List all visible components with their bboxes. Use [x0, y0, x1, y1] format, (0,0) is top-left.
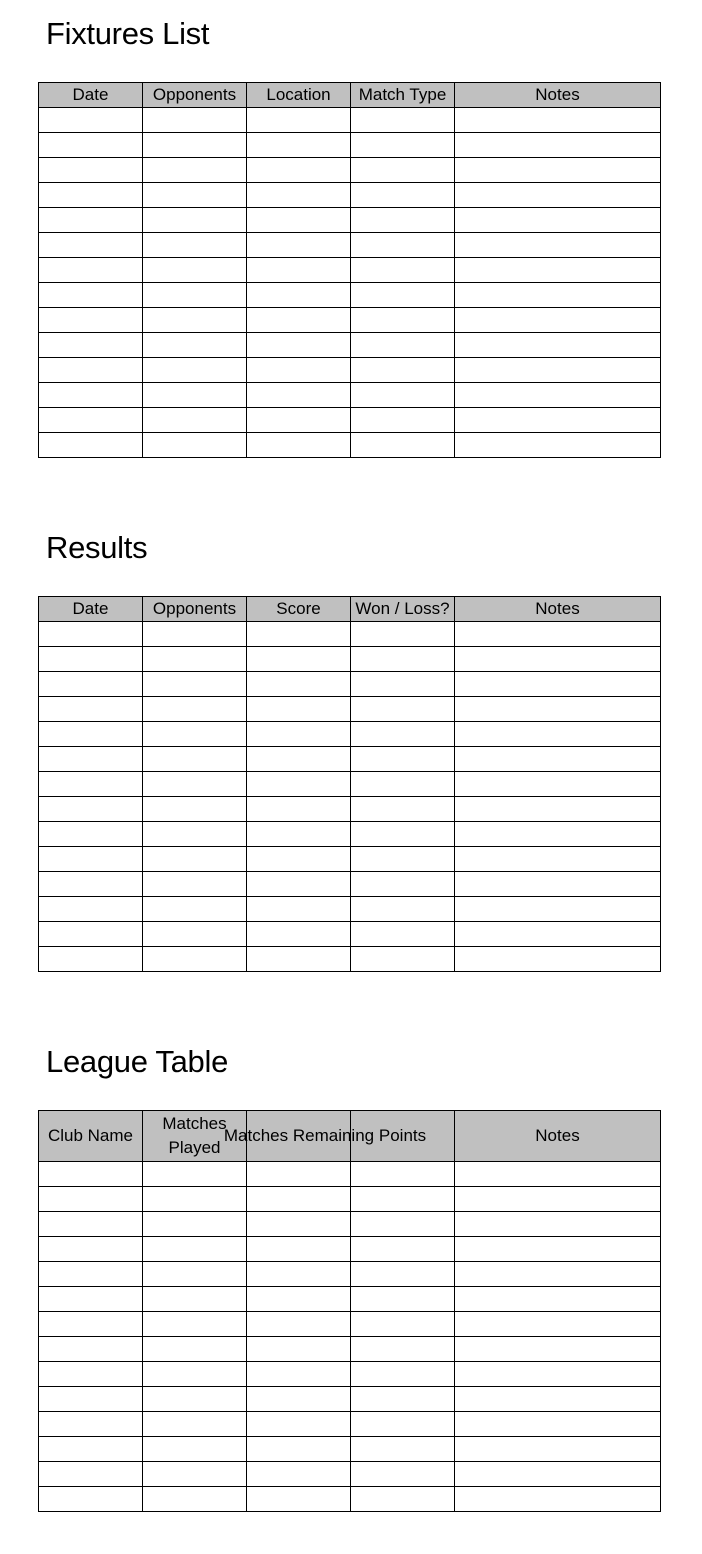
- results-cell[interactable]: [455, 922, 661, 947]
- results-row: [39, 672, 661, 697]
- results-cell[interactable]: [455, 822, 661, 847]
- league-cell[interactable]: [455, 1287, 661, 1312]
- results-cell[interactable]: [455, 722, 661, 747]
- league-cell[interactable]: [39, 1237, 143, 1262]
- results-cell[interactable]: [455, 672, 661, 697]
- league-row: [39, 1312, 661, 1337]
- fixtures-cell[interactable]: [455, 283, 661, 308]
- fixtures-cell[interactable]: [143, 333, 247, 358]
- fixtures-cell[interactable]: [351, 283, 455, 308]
- results-cell[interactable]: [351, 722, 455, 747]
- league-cell[interactable]: [455, 1187, 661, 1212]
- results-cell[interactable]: [247, 872, 351, 897]
- results-row: [39, 697, 661, 722]
- results-cell[interactable]: [39, 847, 143, 872]
- league-cell[interactable]: [247, 1487, 351, 1512]
- results-row: [39, 747, 661, 772]
- fixtures-cell[interactable]: [455, 358, 661, 383]
- league-cell[interactable]: [143, 1312, 247, 1337]
- fixtures-row: [39, 408, 661, 433]
- fixtures-header-opponents: Opponents: [143, 83, 247, 108]
- fixtures-cell[interactable]: [39, 133, 143, 158]
- league-cell[interactable]: [351, 1487, 455, 1512]
- league-cell[interactable]: [247, 1312, 351, 1337]
- league-cell[interactable]: [143, 1362, 247, 1387]
- fixtures-cell[interactable]: [247, 158, 351, 183]
- results-cell[interactable]: [455, 947, 661, 972]
- results-title: Results: [46, 530, 148, 565]
- fixtures-row: [39, 108, 661, 133]
- league-header-points: Points: [351, 1111, 455, 1162]
- league-cell[interactable]: [247, 1262, 351, 1287]
- fixtures-cell[interactable]: [351, 333, 455, 358]
- fixtures-cell[interactable]: [455, 258, 661, 283]
- results-cell[interactable]: [455, 747, 661, 772]
- league-cell[interactable]: [351, 1387, 455, 1412]
- fixtures-cell[interactable]: [143, 158, 247, 183]
- results-cell[interactable]: [247, 697, 351, 722]
- league-cell[interactable]: [143, 1237, 247, 1262]
- results-cell[interactable]: [143, 622, 247, 647]
- league-cell[interactable]: [143, 1337, 247, 1362]
- league-cell[interactable]: [39, 1487, 143, 1512]
- results-cell[interactable]: [39, 797, 143, 822]
- fixtures-cell[interactable]: [351, 233, 455, 258]
- results-cell[interactable]: [247, 747, 351, 772]
- fixtures-cell[interactable]: [247, 433, 351, 458]
- results-cell[interactable]: [351, 872, 455, 897]
- results-row: [39, 797, 661, 822]
- results-cell[interactable]: [455, 897, 661, 922]
- results-cell[interactable]: [143, 797, 247, 822]
- league-cell[interactable]: [351, 1287, 455, 1312]
- results-cell[interactable]: [351, 697, 455, 722]
- league-cell[interactable]: [455, 1162, 661, 1187]
- fixtures-cell[interactable]: [247, 108, 351, 133]
- fixtures-cell[interactable]: [351, 108, 455, 133]
- league-cell[interactable]: [39, 1312, 143, 1337]
- results-cell[interactable]: [351, 672, 455, 697]
- fixtures-cell[interactable]: [351, 133, 455, 158]
- fixtures-cell[interactable]: [39, 183, 143, 208]
- league-cell[interactable]: [39, 1337, 143, 1362]
- fixtures-cell[interactable]: [455, 108, 661, 133]
- results-cell[interactable]: [247, 672, 351, 697]
- league-cell[interactable]: [247, 1437, 351, 1462]
- fixtures-row: [39, 433, 661, 458]
- fixtures-cell[interactable]: [455, 433, 661, 458]
- fixtures-cell[interactable]: [351, 358, 455, 383]
- results-row: [39, 897, 661, 922]
- results-cell[interactable]: [247, 947, 351, 972]
- fixtures-cell[interactable]: [455, 208, 661, 233]
- league-cell[interactable]: [39, 1162, 143, 1187]
- league-cell[interactable]: [455, 1437, 661, 1462]
- league-cell[interactable]: [247, 1237, 351, 1262]
- league-row: [39, 1462, 661, 1487]
- league-row: [39, 1287, 661, 1312]
- league-cell[interactable]: [351, 1237, 455, 1262]
- results-cell[interactable]: [455, 797, 661, 822]
- results-cell[interactable]: [143, 847, 247, 872]
- results-row: [39, 872, 661, 897]
- results-cell[interactable]: [143, 947, 247, 972]
- league-cell[interactable]: [351, 1362, 455, 1387]
- results-cell[interactable]: [247, 647, 351, 672]
- results-cell[interactable]: [351, 897, 455, 922]
- league-row: [39, 1487, 661, 1512]
- fixtures-row: [39, 208, 661, 233]
- fixtures-row: [39, 283, 661, 308]
- league-cell[interactable]: [39, 1187, 143, 1212]
- results-cell[interactable]: [39, 897, 143, 922]
- league-cell[interactable]: [351, 1187, 455, 1212]
- fixtures-cell[interactable]: [39, 383, 143, 408]
- results-cell[interactable]: [351, 772, 455, 797]
- league-table: [38, 1110, 661, 1512]
- fixtures-cell[interactable]: [143, 208, 247, 233]
- league-cell[interactable]: [39, 1387, 143, 1412]
- league-cell[interactable]: [143, 1487, 247, 1512]
- league-cell[interactable]: [351, 1312, 455, 1337]
- fixtures-cell[interactable]: [39, 233, 143, 258]
- results-table: [38, 596, 661, 972]
- fixtures-cell[interactable]: [247, 358, 351, 383]
- league-cell[interactable]: [247, 1412, 351, 1437]
- fixtures-cell[interactable]: [39, 158, 143, 183]
- results-header-row: [39, 597, 661, 622]
- fixtures-cell[interactable]: [351, 408, 455, 433]
- results-cell[interactable]: [143, 747, 247, 772]
- league-title: League Table: [46, 1044, 229, 1079]
- results-cell[interactable]: [39, 697, 143, 722]
- results-cell[interactable]: [247, 722, 351, 747]
- fixtures-cell[interactable]: [351, 308, 455, 333]
- fixtures-row: [39, 383, 661, 408]
- fixtures-cell[interactable]: [143, 358, 247, 383]
- fixtures-cell[interactable]: [143, 383, 247, 408]
- results-cell[interactable]: [143, 922, 247, 947]
- league-row: [39, 1237, 661, 1262]
- league-cell[interactable]: [455, 1337, 661, 1362]
- league-cell[interactable]: [143, 1437, 247, 1462]
- results-cell[interactable]: [143, 697, 247, 722]
- fixtures-cell[interactable]: [39, 308, 143, 333]
- fixtures-cell[interactable]: [247, 383, 351, 408]
- league-cell[interactable]: [143, 1162, 247, 1187]
- results-header-notes: Notes: [455, 597, 661, 622]
- league-row: [39, 1412, 661, 1437]
- results-cell[interactable]: [455, 847, 661, 872]
- fixtures-cell[interactable]: [39, 208, 143, 233]
- results-cell[interactable]: [351, 922, 455, 947]
- fixtures-cell[interactable]: [39, 108, 143, 133]
- results-header-opponents: Opponents: [143, 597, 247, 622]
- league-cell[interactable]: [39, 1287, 143, 1312]
- results-cell[interactable]: [143, 772, 247, 797]
- results-cell[interactable]: [39, 672, 143, 697]
- league-cell[interactable]: [143, 1462, 247, 1487]
- league-row: [39, 1212, 661, 1237]
- fixtures-row: [39, 258, 661, 283]
- fixtures-cell[interactable]: [39, 333, 143, 358]
- league-cell[interactable]: [351, 1262, 455, 1287]
- league-cell[interactable]: [351, 1212, 455, 1237]
- results-cell[interactable]: [351, 822, 455, 847]
- fixtures-cell[interactable]: [143, 408, 247, 433]
- results-body: [39, 622, 661, 972]
- results-cell[interactable]: [351, 622, 455, 647]
- fixtures-row: [39, 333, 661, 358]
- results-row: [39, 647, 661, 672]
- fixtures-row: [39, 183, 661, 208]
- league-header-row: [39, 1111, 661, 1162]
- league-cell[interactable]: [455, 1262, 661, 1287]
- fixtures-cell[interactable]: [455, 233, 661, 258]
- results-row: [39, 822, 661, 847]
- results-cell[interactable]: [143, 672, 247, 697]
- fixtures-cell[interactable]: [455, 133, 661, 158]
- fixtures-cell[interactable]: [455, 183, 661, 208]
- results-cell[interactable]: [455, 647, 661, 672]
- fixtures-cell[interactable]: [455, 308, 661, 333]
- league-cell[interactable]: [351, 1462, 455, 1487]
- league-row: [39, 1337, 661, 1362]
- league-cell[interactable]: [351, 1412, 455, 1437]
- fixtures-row: [39, 308, 661, 333]
- fixtures-cell[interactable]: [247, 233, 351, 258]
- results-cell[interactable]: [247, 847, 351, 872]
- fixtures-cell[interactable]: [455, 333, 661, 358]
- results-cell[interactable]: [143, 722, 247, 747]
- league-cell[interactable]: [39, 1212, 143, 1237]
- fixtures-cell[interactable]: [455, 383, 661, 408]
- results-cell[interactable]: [455, 622, 661, 647]
- results-cell[interactable]: [247, 772, 351, 797]
- fixtures-cell[interactable]: [143, 108, 247, 133]
- fixtures-cell[interactable]: [351, 258, 455, 283]
- results-cell[interactable]: [247, 822, 351, 847]
- results-cell[interactable]: [143, 872, 247, 897]
- results-cell[interactable]: [39, 872, 143, 897]
- fixtures-body: [39, 108, 661, 458]
- fixtures-cell[interactable]: [351, 183, 455, 208]
- league-cell[interactable]: [247, 1287, 351, 1312]
- league-cell[interactable]: [143, 1262, 247, 1287]
- fixtures-cell[interactable]: [455, 158, 661, 183]
- league-cell[interactable]: [143, 1287, 247, 1312]
- results-header-date: Date: [39, 597, 143, 622]
- results-cell[interactable]: [351, 747, 455, 772]
- results-row: [39, 947, 661, 972]
- results-cell[interactable]: [247, 622, 351, 647]
- fixtures-cell[interactable]: [247, 208, 351, 233]
- league-cell[interactable]: [455, 1412, 661, 1437]
- fixtures-table: [38, 82, 661, 458]
- league-row: [39, 1262, 661, 1287]
- league-row: [39, 1387, 661, 1412]
- league-cell[interactable]: [39, 1262, 143, 1287]
- league-header-notes: Notes: [455, 1111, 661, 1162]
- league-cell[interactable]: [455, 1487, 661, 1512]
- results-header-score: Score: [247, 597, 351, 622]
- fixtures-cell[interactable]: [39, 358, 143, 383]
- results-cell[interactable]: [39, 822, 143, 847]
- league-cell[interactable]: [247, 1362, 351, 1387]
- results-cell[interactable]: [351, 947, 455, 972]
- results-cell[interactable]: [39, 647, 143, 672]
- league-cell[interactable]: [455, 1212, 661, 1237]
- league-cell[interactable]: [351, 1337, 455, 1362]
- league-header-club-name: Club Name: [39, 1111, 143, 1162]
- results-row: [39, 772, 661, 797]
- league-header-matches-played-label: Matches Played: [162, 1114, 227, 1157]
- fixtures-cell[interactable]: [247, 308, 351, 333]
- results-cell[interactable]: [143, 647, 247, 672]
- fixtures-row: [39, 133, 661, 158]
- league-cell[interactable]: [247, 1387, 351, 1412]
- results-cell[interactable]: [351, 847, 455, 872]
- league-cell[interactable]: [143, 1387, 247, 1412]
- fixtures-cell[interactable]: [39, 258, 143, 283]
- league-cell[interactable]: [143, 1412, 247, 1437]
- league-cell[interactable]: [455, 1462, 661, 1487]
- results-row: [39, 847, 661, 872]
- results-cell[interactable]: [143, 897, 247, 922]
- fixtures-cell[interactable]: [143, 133, 247, 158]
- fixtures-cell[interactable]: [455, 408, 661, 433]
- results-cell[interactable]: [455, 697, 661, 722]
- fixtures-cell[interactable]: [247, 283, 351, 308]
- results-cell[interactable]: [39, 722, 143, 747]
- fixtures-cell[interactable]: [351, 208, 455, 233]
- fixtures-cell[interactable]: [351, 158, 455, 183]
- league-cell[interactable]: [247, 1162, 351, 1187]
- results-row: [39, 622, 661, 647]
- fixtures-cell[interactable]: [39, 433, 143, 458]
- fixtures-cell[interactable]: [247, 258, 351, 283]
- fixtures-cell[interactable]: [39, 283, 143, 308]
- fixtures-cell[interactable]: [247, 133, 351, 158]
- fixtures-cell[interactable]: [247, 408, 351, 433]
- fixtures-cell[interactable]: [247, 183, 351, 208]
- fixtures-cell[interactable]: [247, 333, 351, 358]
- results-cell[interactable]: [39, 622, 143, 647]
- league-row: [39, 1362, 661, 1387]
- fixtures-header-row: [39, 83, 661, 108]
- results-cell[interactable]: [39, 747, 143, 772]
- fixtures-cell[interactable]: [143, 433, 247, 458]
- results-cell[interactable]: [143, 822, 247, 847]
- results-cell[interactable]: [247, 797, 351, 822]
- league-row: [39, 1187, 661, 1212]
- fixtures-title: Fixtures List: [46, 16, 210, 51]
- league-cell[interactable]: [455, 1237, 661, 1262]
- league-cell[interactable]: [455, 1312, 661, 1337]
- results-cell[interactable]: [351, 647, 455, 672]
- fixtures-row: [39, 358, 661, 383]
- league-cell[interactable]: [247, 1212, 351, 1237]
- results-header-won-loss: Won / Loss?: [351, 597, 455, 622]
- fixtures-row: [39, 158, 661, 183]
- fixtures-cell[interactable]: [143, 283, 247, 308]
- league-header-matches-remaining-label: Matches Remaining: [223, 1126, 375, 1145]
- league-cell[interactable]: [143, 1212, 247, 1237]
- fixtures-cell[interactable]: [143, 233, 247, 258]
- fixtures-header-match-type: Match Type: [351, 83, 455, 108]
- results-cell[interactable]: [39, 922, 143, 947]
- fixtures-cell[interactable]: [143, 183, 247, 208]
- league-cell[interactable]: [247, 1187, 351, 1212]
- fixtures-header-location: Location: [247, 83, 351, 108]
- fixtures-cell[interactable]: [143, 308, 247, 333]
- league-cell[interactable]: [455, 1387, 661, 1412]
- results-cell[interactable]: [39, 772, 143, 797]
- league-cell[interactable]: [143, 1187, 247, 1212]
- results-row: [39, 922, 661, 947]
- league-cell[interactable]: [455, 1362, 661, 1387]
- results-cell[interactable]: [247, 897, 351, 922]
- results-cell[interactable]: [455, 772, 661, 797]
- fixtures-cell[interactable]: [143, 258, 247, 283]
- fixtures-row: [39, 233, 661, 258]
- league-body: [39, 1162, 661, 1512]
- league-cell[interactable]: [39, 1412, 143, 1437]
- results-cell[interactable]: [455, 872, 661, 897]
- league-cell[interactable]: [351, 1162, 455, 1187]
- league-cell[interactable]: [39, 1437, 143, 1462]
- league-cell[interactable]: [39, 1362, 143, 1387]
- league-row: [39, 1437, 661, 1462]
- league-row: [39, 1162, 661, 1187]
- results-row: [39, 722, 661, 747]
- fixtures-cell[interactable]: [39, 408, 143, 433]
- league-cell[interactable]: [39, 1462, 143, 1487]
- fixtures-header-notes: Notes: [455, 83, 661, 108]
- fixtures-cell[interactable]: [351, 383, 455, 408]
- results-cell[interactable]: [247, 922, 351, 947]
- results-cell[interactable]: [39, 947, 143, 972]
- league-cell[interactable]: [247, 1337, 351, 1362]
- league-cell[interactable]: [351, 1437, 455, 1462]
- results-cell[interactable]: [351, 797, 455, 822]
- fixtures-header-date: Date: [39, 83, 143, 108]
- league-header-matches-remaining: [223, 1111, 375, 1162]
- league-cell[interactable]: [247, 1462, 351, 1487]
- fixtures-cell[interactable]: [351, 433, 455, 458]
